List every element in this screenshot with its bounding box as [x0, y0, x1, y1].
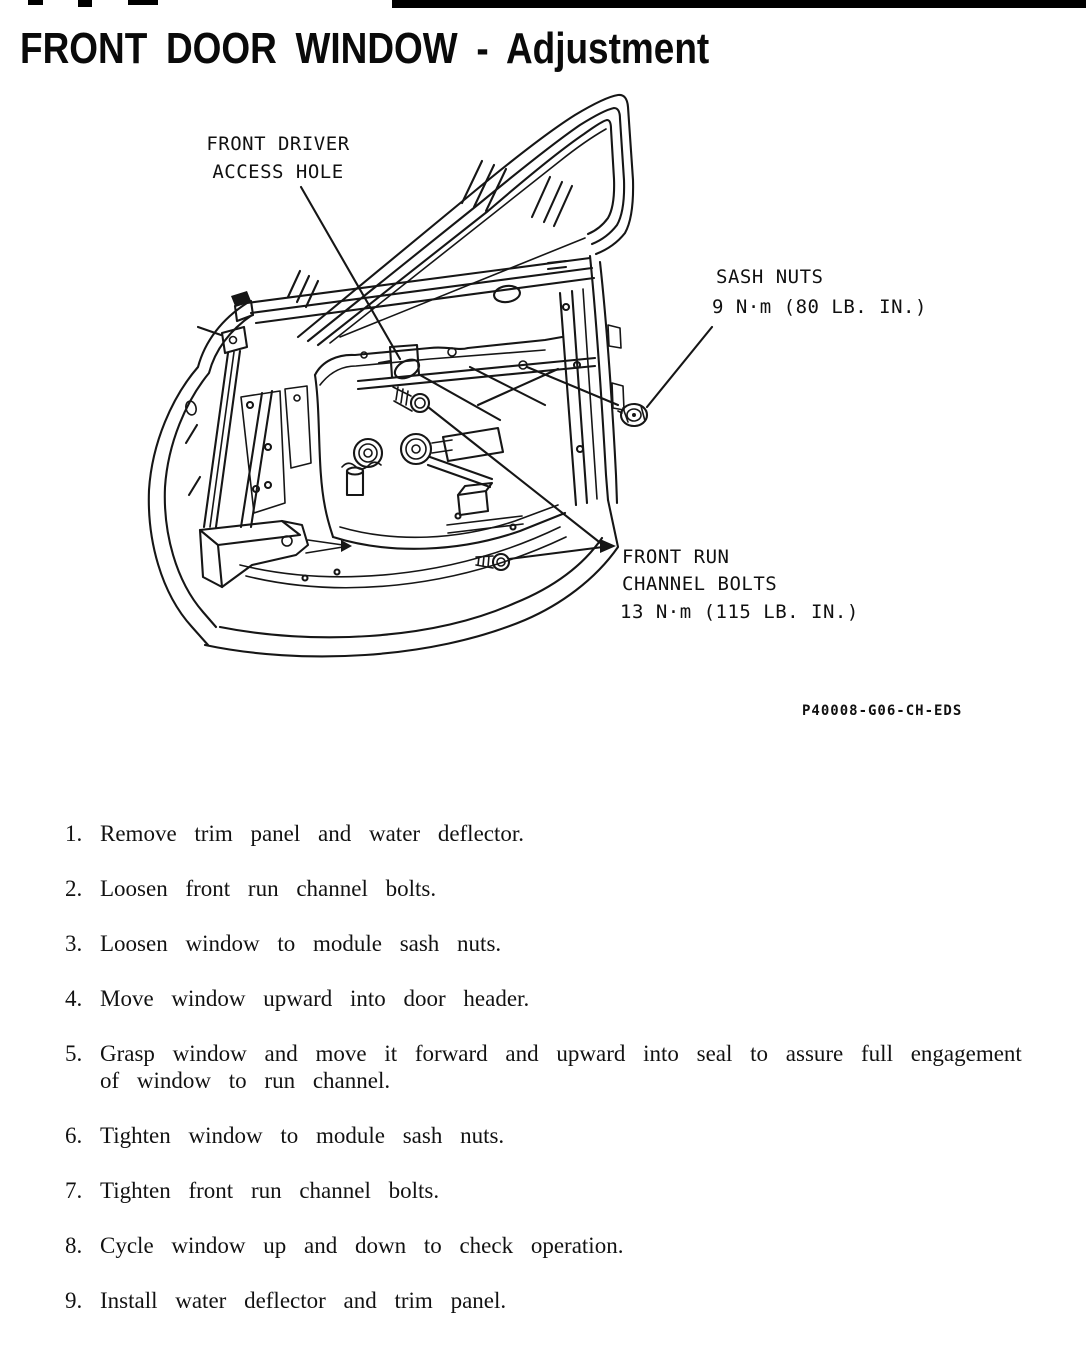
step-number: 6.: [65, 1123, 83, 1148]
lower-hole: [443, 428, 503, 461]
step-text: Loosen window to module sash nuts.: [100, 931, 502, 956]
step-7: [65, 1177, 1055, 1204]
latch-tab: [608, 325, 621, 348]
scan-artifact: [28, 0, 43, 5]
step-number: 7.: [65, 1178, 83, 1203]
run-channel-line: [204, 353, 228, 527]
step-text: Tighten front run channel bolts.: [100, 1178, 440, 1203]
glass-bottom-edge: [340, 238, 585, 337]
procedure-steps: [65, 820, 1055, 1342]
step-5: [65, 1040, 1055, 1094]
step-9: [65, 1287, 1055, 1314]
regulator-arm: [428, 457, 492, 487]
step-number: 4.: [65, 986, 83, 1011]
plate-screw-hole: [294, 395, 300, 401]
figure-code: P40008-G06-CH-EDS: [802, 703, 963, 719]
label-access-hole: ACCESS HOLE: [212, 161, 344, 183]
belt-line: [256, 278, 594, 323]
regulator-braces: [420, 367, 558, 420]
step-text: Grasp window and move it forward and upward into seal to assure full engagement of window to run channel.: [100, 1041, 1022, 1093]
step-1: [65, 820, 1055, 847]
door-right-edge: [590, 256, 608, 500]
scan-artifact: [392, 0, 1086, 8]
block-arrow-lines: [306, 540, 343, 553]
step-number: 2.: [65, 876, 83, 901]
skin-hatch: [186, 425, 200, 495]
step-number: 5.: [65, 1041, 83, 1066]
label-sash-torque: 9 N·m (80 LB. IN.): [712, 296, 927, 318]
run-channel-leader-arrowhead: [600, 539, 616, 553]
scan-artifact: [128, 0, 158, 5]
step-6: [65, 1122, 1055, 1149]
step-text: Remove trim panel and water deflector.: [100, 821, 525, 846]
belt-detail: [548, 261, 566, 269]
opening-bottom-edge: [333, 513, 565, 549]
step-text: Cycle window up and down to check operation.: [100, 1233, 624, 1258]
sash-nuts-leader: [647, 327, 712, 407]
step-text: Loosen front run channel bolts.: [100, 876, 437, 901]
label-front-driver: FRONT DRIVER: [206, 133, 350, 155]
scan-artifact: [78, 0, 92, 7]
opening-front-edge: [315, 375, 333, 537]
run-channel-line: [210, 352, 234, 527]
page-title: FRONT DOOR WINDOW - Adjustment: [20, 24, 710, 73]
lower-box: [458, 483, 492, 515]
step-8: [65, 1232, 1055, 1259]
channel-block-front: [200, 530, 222, 587]
panel-plate: [285, 386, 311, 468]
sash-nut: [618, 404, 647, 426]
step-number: 3.: [65, 931, 83, 956]
step-text: Install water deflector and trim panel.: [100, 1288, 507, 1313]
door-bottom-inner: [220, 538, 602, 637]
step-text: Move window upward into door header.: [100, 986, 530, 1011]
step-number: 9.: [65, 1288, 83, 1313]
outer-skin: [149, 303, 247, 645]
label-sash-nuts: SASH NUTS: [716, 266, 824, 288]
window-frame-mid: [308, 108, 624, 341]
skin-hole: [184, 400, 197, 416]
panel-oval-hole: [493, 284, 521, 303]
panel-front-edge: [241, 393, 262, 527]
sill-holes: [303, 514, 516, 581]
sash-stud-line: [527, 367, 618, 405]
label-channel-bolts: CHANNEL BOLTS: [622, 573, 778, 595]
door-adjustment-diagram: [0, 75, 1088, 735]
label-channel-torque: 13 N·m (115 LB. IN.): [620, 601, 859, 623]
step-number: 1.: [65, 821, 83, 846]
front-run-channel-bolt-upper: [393, 387, 429, 412]
step-text: Tighten window to module sash nuts.: [100, 1123, 505, 1148]
step-4: [65, 985, 1055, 1012]
run-channel-line: [216, 351, 240, 527]
step-number: 8.: [65, 1233, 83, 1258]
panel-front-edge: [251, 391, 272, 527]
bracket-hole: [230, 337, 237, 344]
door-right-edge-outer: [600, 262, 617, 503]
label-front-run: FRONT RUN: [622, 546, 730, 568]
step-3: [65, 930, 1055, 957]
step-2: [65, 875, 1055, 902]
regulator-cylinder: [347, 468, 363, 496]
